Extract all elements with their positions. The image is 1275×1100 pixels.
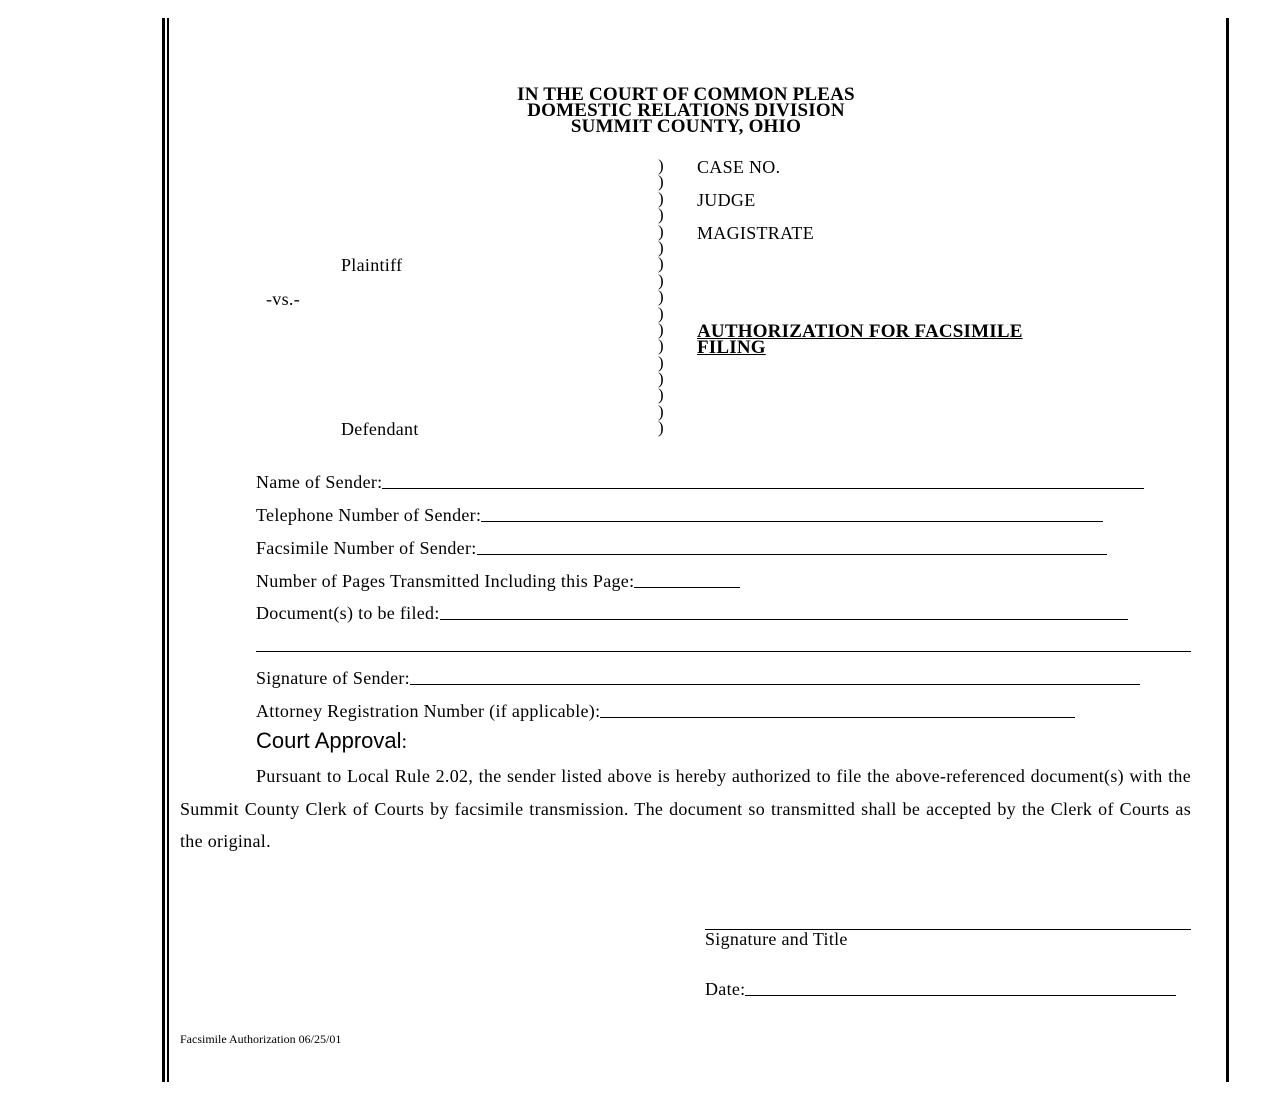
approval-date-label: Date: <box>705 979 746 999</box>
name-of-sender-label: Name of Sender: <box>256 472 383 492</box>
document-title-line2: FILING <box>697 337 766 358</box>
pages-label: Number of Pages Transmitted Including this Page: <box>256 571 635 591</box>
document-title-line1: AUTHORIZATION FOR FACSIMILE <box>697 321 1023 342</box>
attorney-registration-line[interactable] <box>600 716 1075 718</box>
county-name: SUMMIT COUNTY, OHIO <box>570 116 802 137</box>
judge-label: JUDGE <box>697 190 756 210</box>
facsimile-field[interactable] <box>256 534 1107 558</box>
approval-date-line[interactable] <box>745 994 1176 996</box>
plaintiff-label: Plaintiff <box>341 255 403 275</box>
attorney-registration-field[interactable] <box>256 697 1075 721</box>
versus-label: -vs.- <box>266 289 300 309</box>
approval-date-field[interactable] <box>705 975 1176 999</box>
form-footer: Facsimile Authorization 06/25/01 <box>180 1032 342 1046</box>
facsimile-line[interactable] <box>477 553 1107 555</box>
court-name: IN THE COURT OF COMMON PLEAS <box>517 84 855 105</box>
facsimile-label: Facsimile Number of Sender: <box>256 538 477 558</box>
right-margin-bar <box>1226 18 1229 1082</box>
documents-field[interactable] <box>256 599 1128 623</box>
attorney-registration-label: Attorney Registration Number (if applicable): <box>256 701 601 721</box>
documents-label: Document(s) to be filed: <box>256 603 440 623</box>
signature-line[interactable] <box>410 683 1140 685</box>
signature-title-label: Signature and Title <box>705 929 848 949</box>
documents-line[interactable] <box>440 618 1128 620</box>
defendant-label: Defendant <box>341 419 419 439</box>
approval-paragraph: Pursuant to Local Rule 2.02, the sender listed above is hereby authorized to file the above-referenced document(s) with the Summit County Clerk of Courts by facsimile transmission. The document so transmitted shall be accepted by the Clerk of Courts as the original. <box>180 766 1191 851</box>
name-of-sender-field[interactable] <box>256 468 1144 492</box>
case-number-label: CASE NO. <box>697 157 781 177</box>
division-name: DOMESTIC RELATIONS DIVISION <box>527 100 845 121</box>
signature-label: Signature of Sender: <box>256 668 410 688</box>
telephone-field[interactable] <box>256 501 1103 525</box>
telephone-line[interactable] <box>481 520 1103 522</box>
pages-line[interactable] <box>634 586 740 588</box>
name-of-sender-line[interactable] <box>382 487 1144 489</box>
signature-field[interactable] <box>256 664 1140 688</box>
court-approval-heading: Court Approval: <box>256 728 408 753</box>
pages-field[interactable] <box>256 567 740 591</box>
caption-divider: ) ) ) ) ) ) ) ) ) ) ) ) ) ) ) ) ) <box>658 156 664 438</box>
documents-continuation-line[interactable] <box>256 651 1191 652</box>
magistrate-label: MAGISTRATE <box>697 223 815 243</box>
left-margin-bar-inner <box>167 18 169 1082</box>
left-margin-bar-outer <box>162 18 165 1082</box>
telephone-label: Telephone Number of Sender: <box>256 505 482 525</box>
